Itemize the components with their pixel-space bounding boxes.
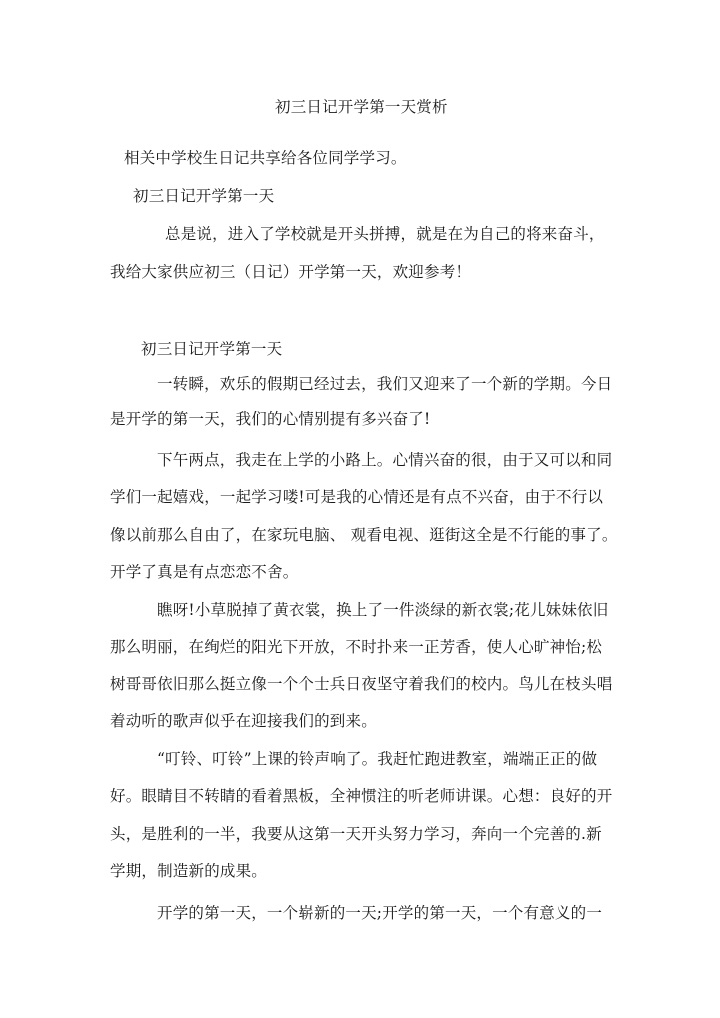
section-heading: 初三日记开学第一天 bbox=[141, 340, 283, 358]
section-heading: 初三日记开学第一天 bbox=[133, 187, 275, 205]
body-line: “叮铃、叮铃”上课的铃声响了。我赶忙跑进教室，端端正正的做 bbox=[157, 750, 598, 768]
body-line: 是开学的第一天，我们的心情别提有多兴奋了! bbox=[110, 410, 431, 428]
lead-line: 总是说，进入了学校就是开头拼搏，就是在为自己的将来奋斗， bbox=[165, 225, 605, 243]
body-line: 瞧呀!小草脱掉了黄衣裳，换上了一件淡绿的新衣裳;花儿妹妹依旧 bbox=[157, 601, 609, 619]
body-line: 头，是胜利的一半，我要从这第一天开头努力学习，奔向一个完善的.新 bbox=[110, 825, 602, 843]
page-title: 初三日记开学第一天赏析 bbox=[275, 98, 448, 116]
body-line: 那么明丽，在绚烂的阳光下开放，不时扑来一正芳香，使人心旷神怡;松 bbox=[110, 638, 603, 656]
body-line: 开学了真是有点恋恋不舍。 bbox=[110, 563, 299, 581]
body-line: 像以前那么自由了，在家玩电脑、 观看电视、逛街这全是不行能的事了。 bbox=[110, 526, 618, 544]
body-line: 学期，制造新的成果。 bbox=[110, 862, 268, 880]
body-line: 开学的第一天，一个崭新的一天;开学的第一天，一个有意义的一 bbox=[157, 904, 603, 922]
body-line: 一转瞬，欢乐的假期已经过去，我们又迎来了一个新的学期。今日 bbox=[157, 375, 613, 393]
body-line: 着动听的歌声似乎在迎接我们的到来。 bbox=[110, 712, 377, 730]
intro-text: 相关中学校生日记共享给各位同学学习。 bbox=[124, 149, 407, 167]
body-line: 学们一起嬉戏，一起学习喽!可是我的心情还是有点不兴奋，由于不行以 bbox=[110, 488, 604, 506]
lead-line: 我给大家供应初三（日记）开学第一天，欢迎参考！ bbox=[110, 263, 472, 281]
body-line: 树哥哥依旧那么挺立像一个个士兵日夜坚守着我们的校内。鸟儿在枝头唱 bbox=[110, 675, 613, 693]
body-line: 好。眼睛目不转睛的看着黑板，全神惯注的听老师讲课。心想：良好的开 bbox=[110, 787, 613, 805]
body-line: 下午两点，我走在上学的小路上。心情兴奋的很，由于又可以和同 bbox=[157, 451, 613, 469]
